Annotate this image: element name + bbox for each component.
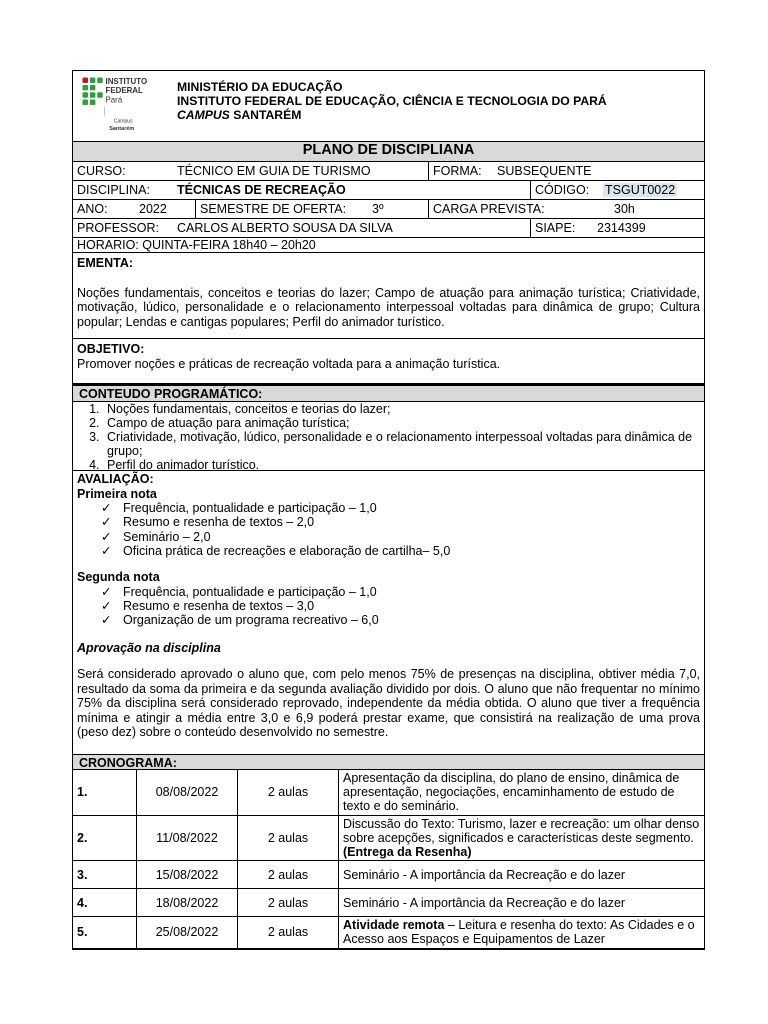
cronograma-row — [73, 917, 705, 948]
institution-header-text — [173, 71, 704, 141]
disciplina-label: DISCIPLINA: — [77, 183, 150, 197]
avaliacao-section — [73, 471, 704, 755]
row-date: 15/08/2022 — [137, 861, 238, 889]
aprovacao-label: Aprovação na disciplina — [77, 640, 221, 655]
row-number: 1. — [73, 770, 137, 816]
institute-name: INSTITUTO FEDERAL DE EDUCAÇÃO, CIÊNCIA E TECNOLOGIA DO PARÁ — [177, 94, 607, 108]
siape-label: SIAPE: — [535, 221, 576, 235]
row-date: 11/08/2022 — [137, 815, 238, 861]
siape-value: 2314399 — [597, 221, 646, 235]
conteudo-section — [73, 384, 704, 471]
segunda-nota-item: ✓ Frequência, pontualidade e participação – 1,0 — [101, 584, 377, 599]
forma-label: FORMA: — [433, 164, 482, 178]
row-date: 18/08/2022 — [137, 889, 238, 917]
objetivo-text: Promover noções e práticas de recreação voltada para a animação turística. — [77, 356, 501, 371]
svg-text:Santarém: Santarém — [109, 125, 135, 132]
svg-text:Campus: Campus — [113, 118, 133, 125]
carga-value: 30h — [614, 202, 635, 216]
document-title: PLANO DE DISCIPLIANA — [73, 142, 704, 162]
forma-value: SUBSEQUENTE — [497, 164, 592, 178]
row-aulas: 2 aulas — [238, 770, 339, 816]
conteudo-item: 3. Criatividade, motivação, lúdico, personalidade e o relacionamento interpessoal voltadas para dinâmica de grupo; — [103, 430, 700, 458]
cronograma-row — [73, 815, 705, 861]
check-icon: ✓ — [101, 613, 112, 628]
check-icon: ✓ — [101, 501, 112, 515]
course-row — [73, 162, 704, 181]
row-description: Seminário - A importância da Recreação e do lazer — [339, 861, 705, 889]
campus-line — [177, 108, 301, 122]
row-description: Seminário - A importância da Recreação e do lazer — [339, 889, 705, 917]
segunda-nota-item: ✓ Resumo e resenha de textos – 3,0 — [101, 598, 315, 613]
objetivo-label: OBJETIVO: — [77, 342, 145, 356]
primeira-nota-item: ✓ Oficina prática de recreações e elaboração de cartilha– 5,0 — [101, 543, 451, 558]
aprovacao-text: Será considerado aprovado o aluno que, com pelo menos 75% de presenças na disciplina, obtiver média 7,0, resultado da soma da primeira e da segunda avaliação dividido por dois. O aluno que não frequentar no mínimo 75% da disciplina será considerado reprovado, independente da média obtida. O aluno que tiver a frequência mínima e atingir a média entre 3,0 e 6,9 poderá prestar exame, que consistirá na realização de uma prova (peso dez) sobre o conteúdo desenvolvido no semestre. — [77, 667, 700, 740]
check-icon: ✓ — [101, 598, 112, 613]
ementa-section — [73, 253, 704, 339]
segunda-nota-label: Segunda nota — [77, 570, 160, 585]
document-header — [73, 71, 704, 142]
ementa-text: Noções fundamentais, conceitos e teorias do lazer; Campo de atuação para animação turística; Criatividade, motivação, lúdico, personalidade e o relacionamento interpessoal voltadas para dinâmica de grupo; Cultura popular; Lendas e cantigas populares; Perfil do animador turístico. — [77, 285, 700, 329]
ementa-label: EMENTA: — [77, 256, 134, 270]
semestre-value: 3º — [372, 202, 384, 216]
row-aulas: 2 aulas — [238, 815, 339, 861]
disciplina-value: TÉCNICAS DE RECREAÇÃO — [177, 183, 346, 197]
row-number: 3. — [73, 861, 137, 889]
row-description-bold: Atividade remota — [343, 918, 445, 933]
primeira-nota-item: ✓ Resumo e resenha de textos – 2,0 — [101, 515, 315, 530]
row-description: Atividade remota – Leitura e resenha do texto: As Cidades e o Acesso aos Espaços e Equipamentos de Lazer — [339, 917, 705, 948]
cronograma-row — [73, 889, 705, 917]
conteudo-item: 1. Noções fundamentais, conceitos e teorias do lazer; — [103, 402, 700, 416]
row-description-bold: (Entrega da Resenha) — [343, 845, 472, 860]
check-icon: ✓ — [101, 515, 112, 530]
ifpa-logo-icon — [77, 71, 169, 141]
avaliacao-label: AVALIAÇÃO: — [77, 472, 154, 486]
codigo-label: CÓDIGO: — [535, 183, 590, 197]
campus-prefix: CAMPUS — [177, 108, 230, 122]
conteudo-label: CONTEUDO PROGRAMÁTICO: — [73, 386, 704, 402]
schedule-row — [73, 238, 704, 253]
check-icon: ✓ — [101, 529, 112, 544]
ano-value: 2022 — [139, 202, 167, 216]
svg-text:FEDERAL: FEDERAL — [105, 86, 143, 96]
check-icon: ✓ — [101, 543, 112, 558]
ano-label: ANO: — [77, 202, 108, 216]
ministry-name: MINISTÉRIO DA EDUCAÇÃO — [177, 80, 343, 94]
svg-text:INSTITUTO: INSTITUTO — [105, 76, 148, 86]
cronograma-row — [73, 770, 705, 816]
row-number: 5. — [73, 917, 137, 948]
cronograma-row — [73, 861, 705, 889]
primeira-nota-item: ✓ Seminário – 2,0 — [101, 529, 211, 544]
curso-value: TÉCNICO EM GUIA DE TURISMO — [177, 164, 371, 178]
row-date: 25/08/2022 — [137, 917, 238, 948]
professor-row — [73, 219, 704, 238]
ifpa-logo — [73, 71, 173, 141]
horario-text: HORARIO: QUINTA-FEIRA 18h40 – 20h20 — [77, 238, 316, 252]
conteudo-list — [73, 402, 704, 472]
year-row — [73, 200, 704, 219]
row-number: 4. — [73, 889, 137, 917]
svg-text:Pará: Pará — [105, 95, 123, 105]
objetivo-section — [73, 339, 704, 384]
cronograma-table — [72, 769, 705, 949]
check-icon: ✓ — [101, 584, 112, 599]
semestre-label: SEMESTRE DE OFERTA: — [200, 202, 347, 216]
curso-label: CURSO: — [77, 164, 126, 178]
cronograma-section — [73, 754, 704, 949]
professor-value: CARLOS ALBERTO SOUSA DA SILVA — [177, 221, 393, 235]
row-aulas: 2 aulas — [238, 889, 339, 917]
codigo-value: TSGUT0022 — [605, 183, 676, 197]
professor-label: PROFESSOR: — [77, 221, 159, 235]
segunda-nota-list — [77, 585, 700, 628]
lesson-plan-document — [72, 70, 705, 950]
conteudo-item: 2. Campo de atuação para animação turística; — [103, 416, 700, 430]
row-number: 2. — [73, 815, 137, 861]
campus-name: SANTARÉM — [233, 108, 302, 122]
row-description: Discussão do Texto: Turismo, lazer e recreação: um olhar denso sobre acepções, significados e características deste segmento. (Entrega da Resenha) — [339, 815, 705, 861]
row-date: 08/08/2022 — [137, 770, 238, 816]
row-description: Apresentação da disciplina, do plano de ensino, dinâmica de apresentação, negociações, encaminhamento de estudo de texto e do seminário. — [339, 770, 705, 816]
row-aulas: 2 aulas — [238, 861, 339, 889]
cronograma-label: CRONOGRAMA: — [73, 754, 704, 770]
carga-label: CARGA PREVISTA: — [433, 202, 545, 216]
row-aulas: 2 aulas — [238, 917, 339, 948]
primeira-nota-list — [77, 501, 700, 558]
conteudo-item: 4. Perfil do animador turístico. — [103, 458, 700, 472]
discipline-row — [73, 181, 704, 200]
segunda-nota-item: ✓ Organização de um programa recreativo – 6,0 — [101, 613, 379, 628]
primeira-nota-label: Primeira nota — [77, 486, 157, 501]
primeira-nota-item: ✓ Frequência, pontualidade e participação – 1,0 — [101, 501, 377, 515]
